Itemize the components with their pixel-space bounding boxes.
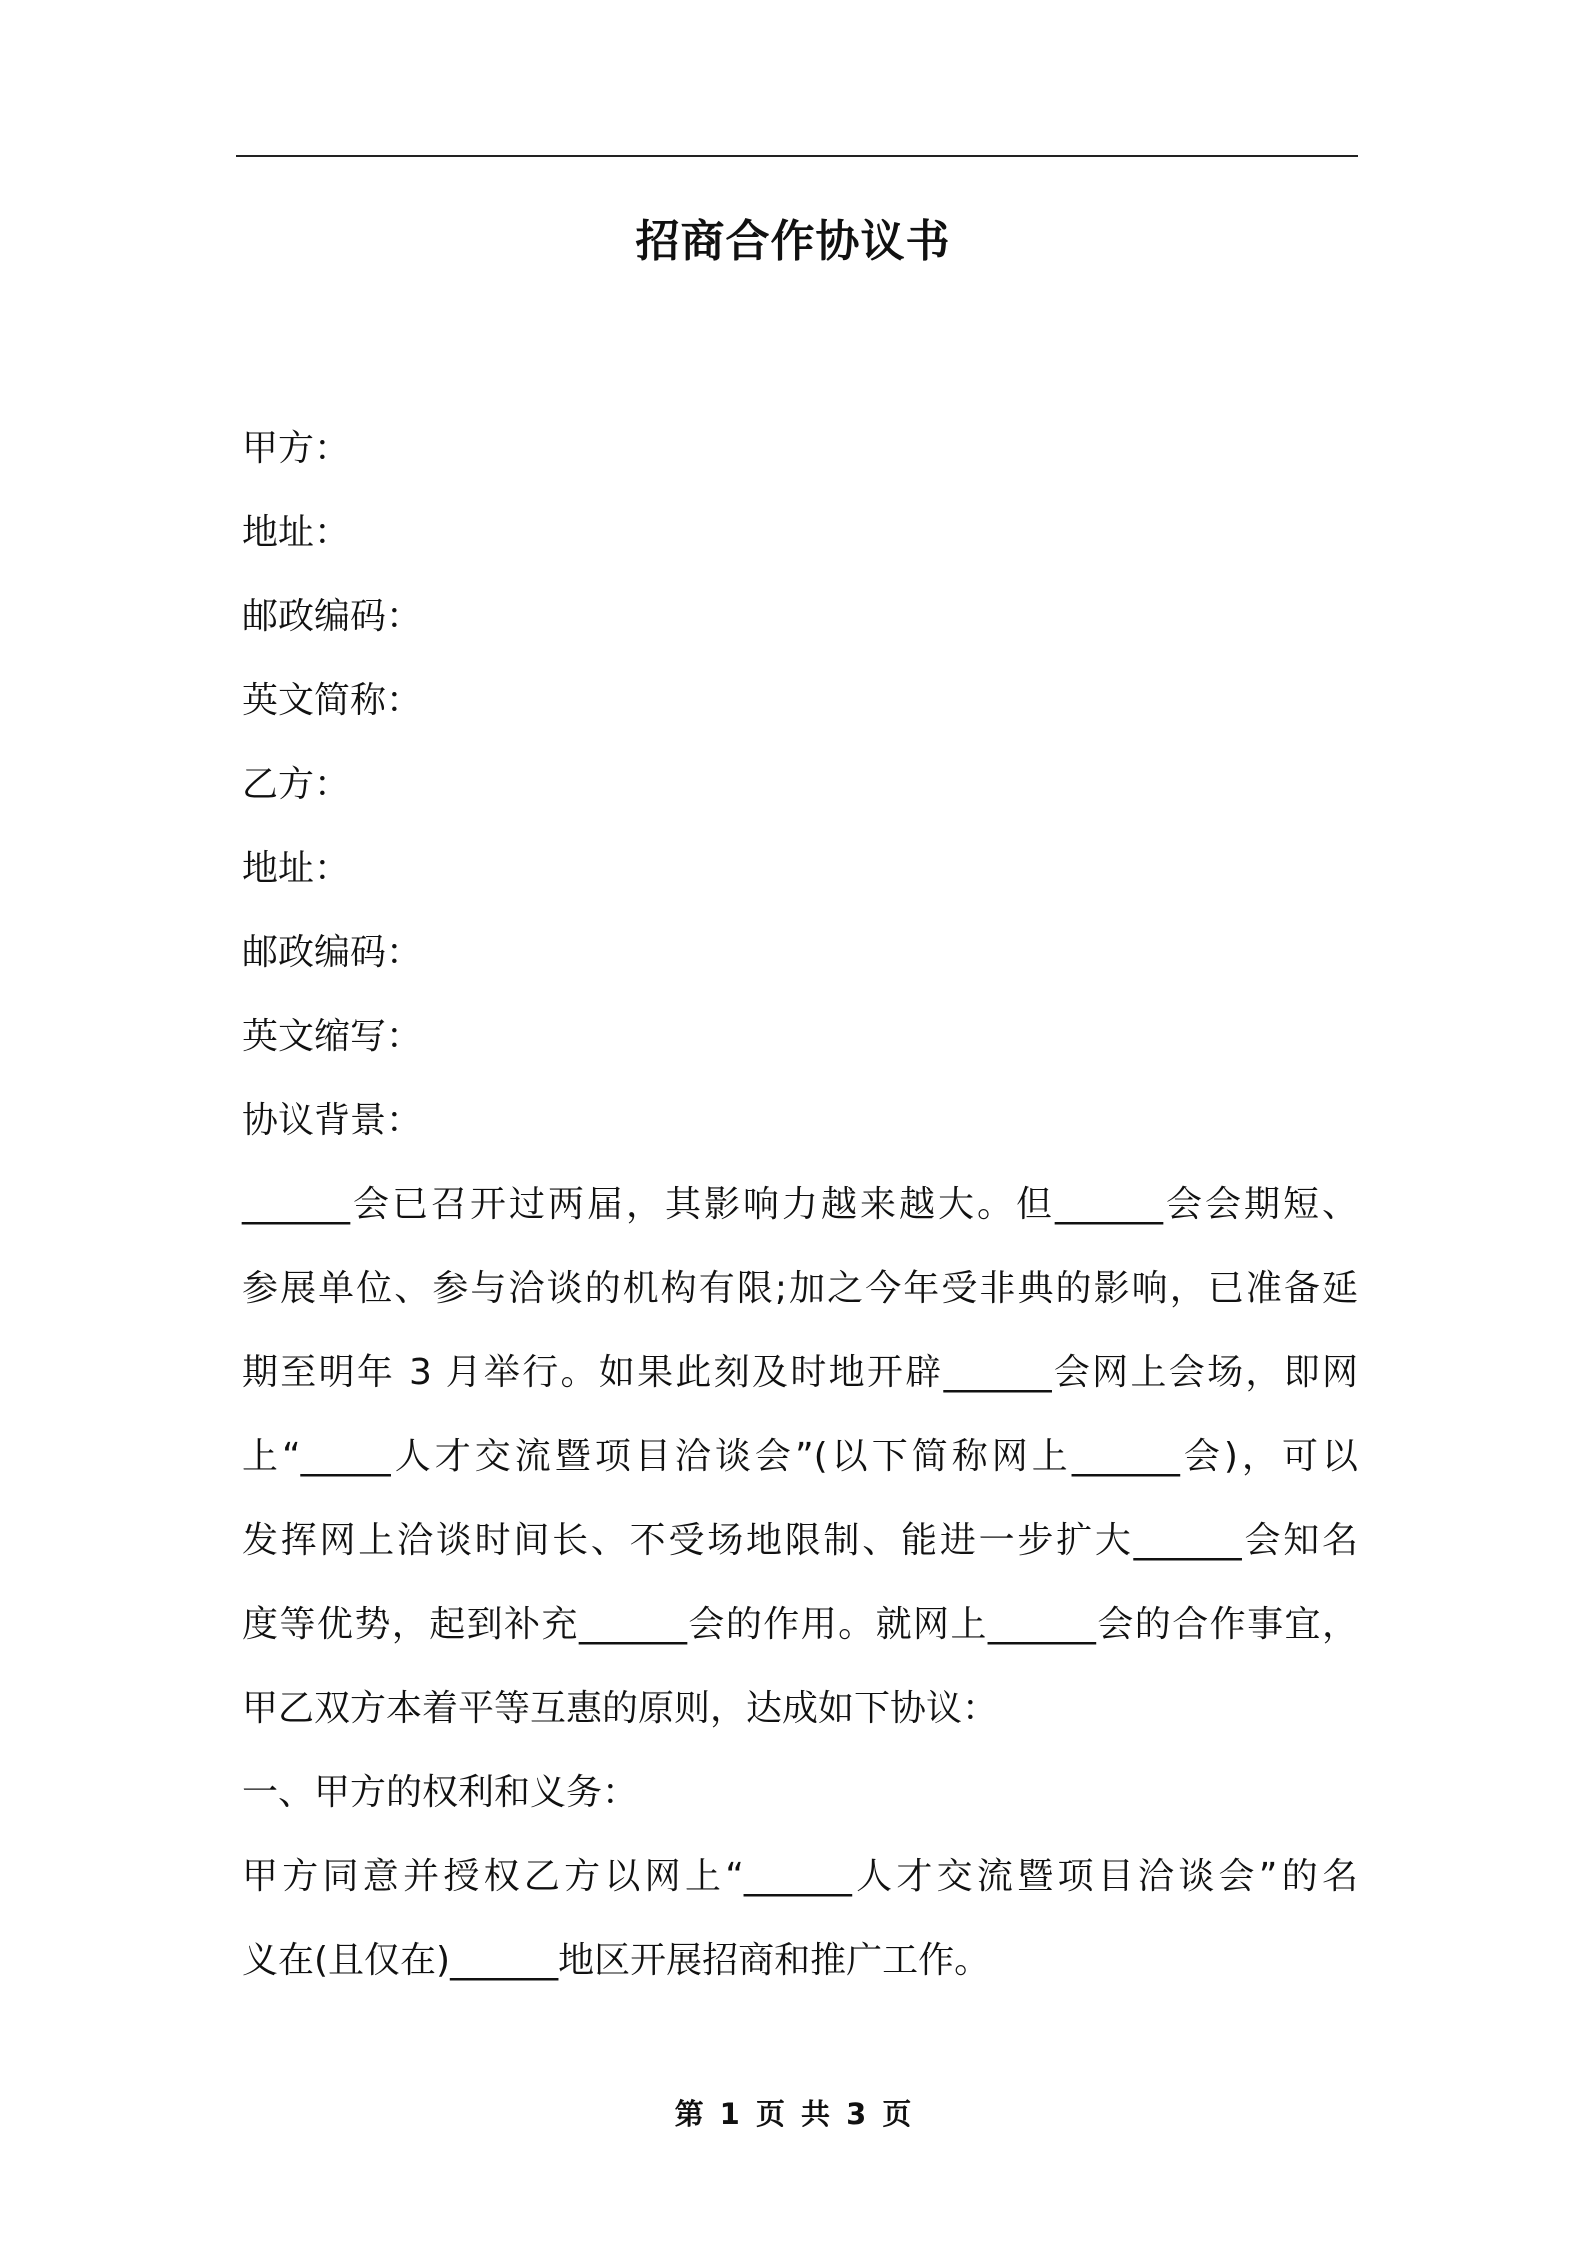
party-a-english-label: 英文简称：: [242, 680, 423, 721]
background-paragraph-line: 甲乙双方本着平等互惠的原则，达成如下协议：: [242, 1688, 999, 1729]
party-b-postcode-label: 邮政编码：: [242, 932, 423, 973]
party-b-english-label: 英文缩写：: [242, 1016, 423, 1057]
background-label: 协议背景：: [242, 1100, 423, 1141]
party-b-name-label: 乙方：: [242, 764, 351, 805]
section-1-paragraph-line: 义在(且仅在)______地区开展招商和推广工作。: [242, 1940, 991, 1981]
section-1-heading: 一、甲方的权利和义务：: [242, 1772, 639, 1813]
background-paragraph-line: 参展单位、参与洽谈的机构有限;加之今年受非典的影响，已准备延: [242, 1268, 1358, 1309]
section-1-paragraph-line: 甲方同意并授权乙方以网上“______人才交流暨项目洽谈会”的名: [242, 1856, 1358, 1897]
background-paragraph-line: ______会已召开过两届，其影响力越来越大。但______会会期短、: [242, 1184, 1358, 1225]
party-a-postcode-label: 邮政编码：: [242, 596, 423, 637]
background-paragraph-line: 上“_____人才交流暨项目洽谈会”(以下简称网上______会)，可以: [242, 1436, 1358, 1477]
party-a-address-label: 地址：: [242, 512, 351, 553]
party-a-name-label: 甲方：: [242, 428, 351, 469]
document-body: [242, 407, 1358, 2003]
page-number-footer: 第 1 页 共 3 页: [674, 2097, 912, 2131]
background-paragraph-line: 期至明年 3 月举行。如果此刻及时地开辟______会网上会场，即网: [242, 1352, 1358, 1393]
background-paragraph-line: 发挥网上洽谈时间长、不受场地限制、能进一步扩大______会知名: [242, 1520, 1358, 1561]
party-b-address-label: 地址：: [242, 848, 351, 889]
background-paragraph-line: 度等优势，起到补充______会的作用。就网上______会的合作事宜，: [242, 1604, 1358, 1645]
header-rule: [236, 155, 1358, 157]
document-title: 招商合作协议书: [635, 216, 951, 267]
